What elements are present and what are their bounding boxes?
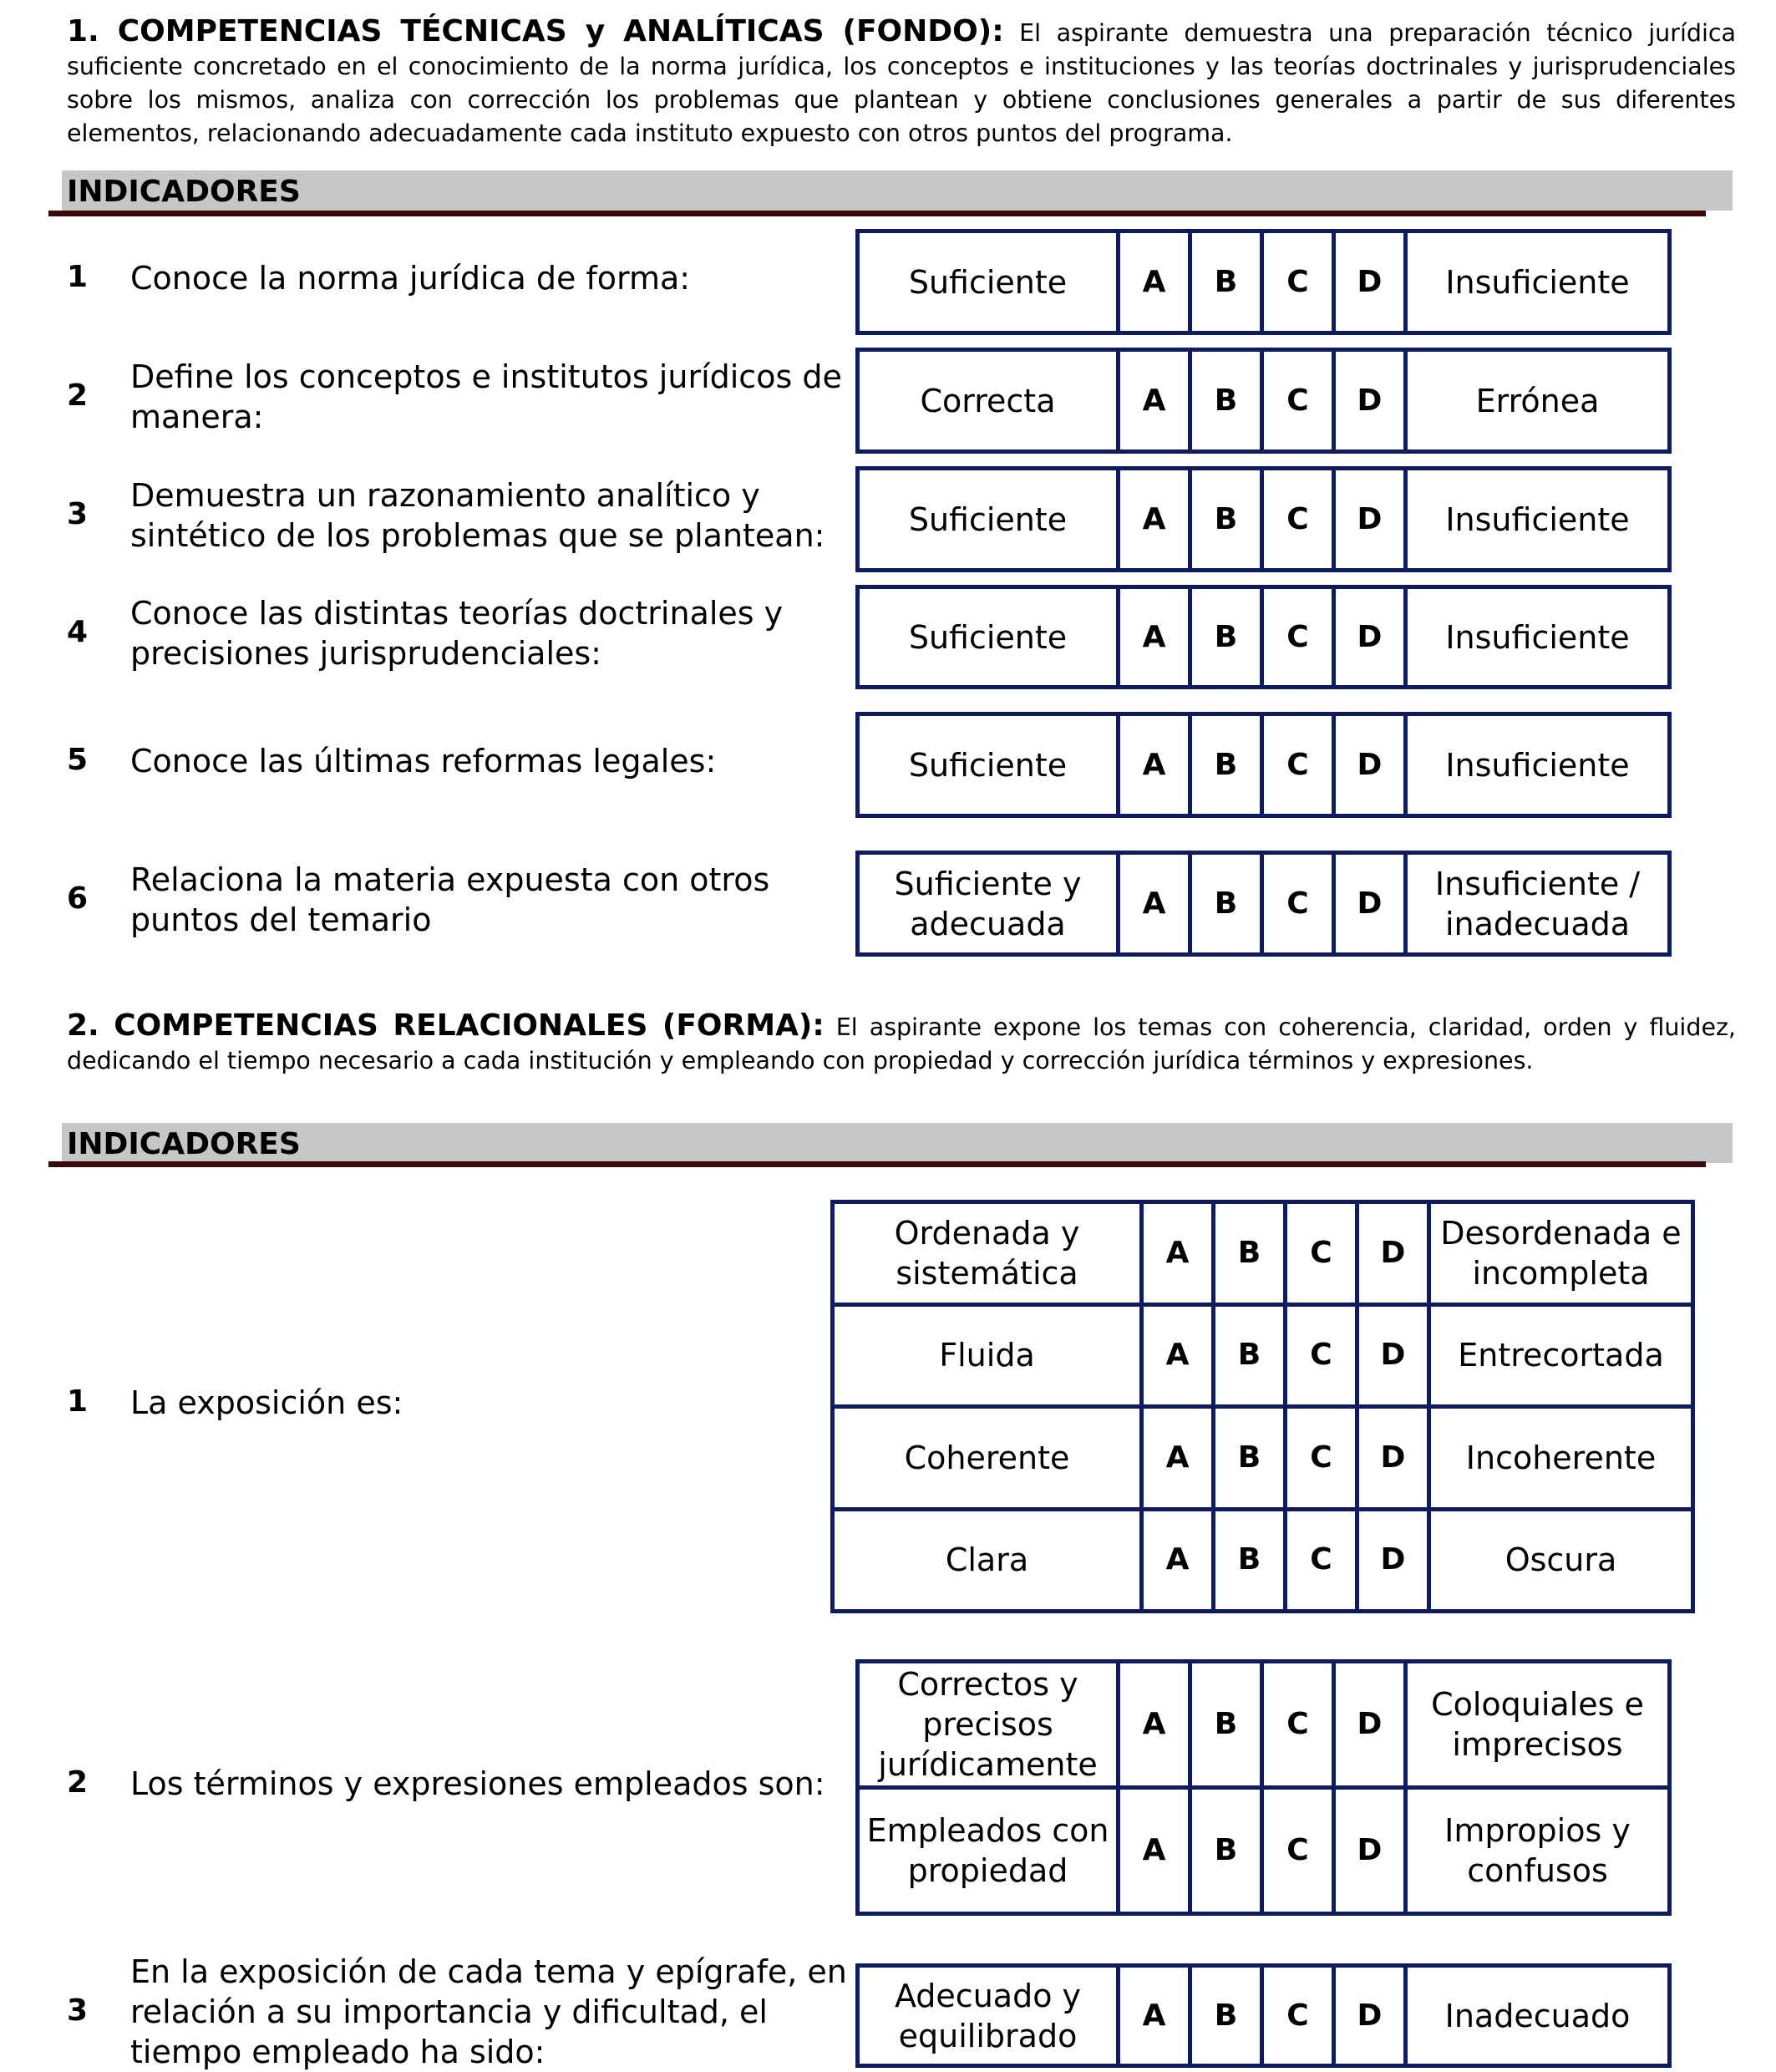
grade-option-b[interactable]: B <box>1190 1662 1262 1788</box>
negative-descriptor: Oscura <box>1429 1509 1693 1612</box>
grade-option-b[interactable]: B <box>1214 1202 1286 1305</box>
item-number: 5 <box>67 743 89 777</box>
grade-option-c[interactable]: C <box>1286 1304 1357 1407</box>
section1-heading: 1. COMPETENCIAS TÉCNICAS y ANALÍTICAS (FONDO): <box>67 14 1004 48</box>
grade-option-d[interactable]: D <box>1334 1662 1406 1788</box>
positive-descriptor: Suficiente <box>858 714 1119 816</box>
item-number: 2 <box>67 378 89 413</box>
indicators-label: INDICADORES <box>67 175 301 209</box>
grade-option-c[interactable]: C <box>1262 853 1334 955</box>
rating-row <box>833 1202 1693 1305</box>
item-question: Conoce las distintas teorías doctrinales y precisiones jurisprudenciales: <box>130 595 784 672</box>
grade-option-b[interactable]: B <box>1190 231 1262 333</box>
grade-option-a[interactable]: A <box>1119 587 1190 688</box>
negative-descriptor: Insuficiente <box>1406 714 1670 816</box>
section2-title <box>67 1009 1736 1078</box>
rating-row <box>833 1304 1693 1407</box>
positive-descriptor: Suficiente y adecuada <box>858 853 1119 955</box>
grade-option-a[interactable]: A <box>1142 1407 1214 1510</box>
positive-descriptor: Correcta <box>858 350 1119 452</box>
grade-option-c[interactable]: C <box>1262 350 1334 452</box>
grade-option-a[interactable]: A <box>1142 1304 1214 1407</box>
positive-descriptor: Suficiente <box>858 231 1119 333</box>
item-question: La exposición es: <box>130 1384 403 1421</box>
rating-row <box>858 469 1670 571</box>
positive-descriptor: Empleados con propiedad <box>858 1788 1119 1914</box>
grade-option-a[interactable]: A <box>1142 1509 1214 1612</box>
item-question: Conoce la norma jurídica de forma: <box>130 260 691 297</box>
negative-descriptor: Desordenada e incompleta <box>1429 1202 1693 1305</box>
item-number: 6 <box>67 881 89 916</box>
positive-descriptor: Fluida <box>833 1304 1142 1407</box>
grade-option-c[interactable]: C <box>1262 231 1334 333</box>
grade-option-a[interactable]: A <box>1119 853 1190 955</box>
rating-scale-table <box>855 712 1672 818</box>
item-question: Define los conceptos e institutos jurídicos de manera: <box>130 358 842 435</box>
grade-option-d[interactable]: D <box>1334 1966 1406 2066</box>
grade-option-a[interactable]: A <box>1119 231 1190 333</box>
negative-descriptor: Entrecortada <box>1429 1304 1693 1407</box>
grade-option-d[interactable]: D <box>1334 469 1406 571</box>
item-question: En la exposición de cada tema y epígrafe, en relación a su importancia y dificultad, el tiempo empleado ha sido: <box>130 1953 847 2070</box>
grade-option-b[interactable]: B <box>1190 469 1262 571</box>
indicators-label: INDICADORES <box>67 1127 301 1161</box>
positive-descriptor: Coherente <box>833 1407 1142 1510</box>
grade-option-a[interactable]: A <box>1119 1788 1190 1914</box>
grade-option-b[interactable]: B <box>1190 1966 1262 2066</box>
negative-descriptor: Insuficiente <box>1406 469 1670 571</box>
grade-option-b[interactable]: B <box>1190 714 1262 816</box>
grade-option-c[interactable]: C <box>1262 1788 1334 1914</box>
grade-option-c[interactable]: C <box>1262 714 1334 816</box>
positive-descriptor: Ordenada y sistemática <box>833 1202 1142 1305</box>
grade-option-a[interactable]: A <box>1119 714 1190 816</box>
negative-descriptor: Insuficiente / inadecuada <box>1406 853 1670 955</box>
grade-option-c[interactable]: C <box>1286 1509 1357 1612</box>
rating-scale-table <box>855 1659 1672 1916</box>
rating-row <box>833 1407 1693 1510</box>
positive-descriptor: Correctos y precisos jurídicamente <box>858 1662 1119 1788</box>
grade-option-a[interactable]: A <box>1119 469 1190 571</box>
grade-option-d[interactable]: D <box>1334 853 1406 955</box>
grade-option-a[interactable]: A <box>1119 1966 1190 2066</box>
rating-scale-table <box>855 851 1672 957</box>
section2-description: El aspirante expone los temas con coherencia, claridad, orden y fluidez, dedicando el tiempo necesario a cada institución y empleando con propiedad y corrección jurídica términos y expresiones. <box>67 1013 1736 1074</box>
grade-option-c[interactable]: C <box>1262 1662 1334 1788</box>
item-number: 3 <box>67 1993 89 2028</box>
rating-row <box>858 350 1670 452</box>
grade-option-d[interactable]: D <box>1334 231 1406 333</box>
positive-descriptor: Adecuado y equilibrado <box>858 1966 1119 2066</box>
grade-option-d[interactable]: D <box>1357 1304 1429 1407</box>
rating-scale-table <box>830 1200 1695 1613</box>
grade-option-b[interactable]: B <box>1214 1407 1286 1510</box>
section1-description: El aspirante demuestra una preparación técnico jurídica suficiente concretado en el conocimiento de la norma jurídica, los conceptos e instituciones y las teorías doctrinales y jurisprudenciales sobre los mismos, analiza con corrección los problemas que plantean y obtiene conclusiones generales a partir de sus diferentes elementos, relacionando adecuadamente cada instituto expuesto con otros puntos del programa. <box>67 19 1737 147</box>
grade-option-d[interactable]: D <box>1357 1509 1429 1612</box>
grade-option-c[interactable]: C <box>1262 1966 1334 2066</box>
grade-option-a[interactable]: A <box>1142 1202 1214 1305</box>
grade-option-a[interactable]: A <box>1119 1662 1190 1788</box>
rating-row <box>858 1662 1670 1788</box>
rating-scale-table <box>855 229 1672 335</box>
rating-scale-table <box>855 466 1672 572</box>
item-question: Conoce las últimas reformas legales: <box>130 743 717 780</box>
section2-indicators-bar <box>62 1123 1733 1163</box>
grade-option-c[interactable]: C <box>1286 1202 1357 1305</box>
rating-row <box>858 1966 1670 2066</box>
rating-row <box>858 714 1670 816</box>
grade-option-b[interactable]: B <box>1190 350 1262 452</box>
rating-row <box>833 1509 1693 1612</box>
rating-row <box>858 587 1670 688</box>
section1-title <box>67 15 1736 150</box>
grade-option-a[interactable]: A <box>1119 350 1190 452</box>
grade-option-b[interactable]: B <box>1190 853 1262 955</box>
negative-descriptor: Errónea <box>1406 350 1670 452</box>
item-number: 3 <box>67 497 89 531</box>
grade-option-c[interactable]: C <box>1262 587 1334 688</box>
negative-descriptor: Incoherente <box>1429 1407 1693 1510</box>
negative-descriptor: Coloquiales e imprecisos <box>1406 1662 1670 1788</box>
grade-option-d[interactable]: D <box>1334 714 1406 816</box>
section2-heading: 2. COMPETENCIAS RELACIONALES (FORMA): <box>67 1008 825 1043</box>
grade-option-b[interactable]: B <box>1214 1304 1286 1407</box>
rating-row <box>858 853 1670 955</box>
item-number: 2 <box>67 1765 89 1800</box>
rating-row <box>858 231 1670 333</box>
positive-descriptor: Clara <box>833 1509 1142 1612</box>
item-number: 4 <box>67 615 89 649</box>
rating-scale-table <box>855 585 1672 689</box>
negative-descriptor: Inadecuado <box>1406 1966 1670 2066</box>
grade-option-c[interactable]: C <box>1262 469 1334 571</box>
item-number: 1 <box>67 260 89 294</box>
grade-option-d[interactable]: D <box>1334 350 1406 452</box>
grade-option-b[interactable]: B <box>1190 1788 1262 1914</box>
positive-descriptor: Suficiente <box>858 587 1119 688</box>
grade-option-c[interactable]: C <box>1286 1407 1357 1510</box>
grade-option-d[interactable]: D <box>1334 1788 1406 1914</box>
item-question: Relaciona la materia expuesta con otros puntos del temario <box>130 861 770 938</box>
section1-indicators-bar <box>62 170 1733 211</box>
positive-descriptor: Suficiente <box>858 469 1119 571</box>
grade-option-b[interactable]: B <box>1214 1509 1286 1612</box>
grade-option-d[interactable]: D <box>1357 1202 1429 1305</box>
rating-row <box>858 1788 1670 1914</box>
item-question: Demuestra un razonamiento analítico y sintético de los problemas que se plantean: <box>130 477 825 554</box>
negative-descriptor: Insuficiente <box>1406 587 1670 688</box>
grade-option-b[interactable]: B <box>1190 587 1262 688</box>
rating-scale-table <box>855 1963 1672 2068</box>
item-number: 1 <box>67 1384 89 1419</box>
item-question: Los términos y expresiones empleados son: <box>130 1765 825 1802</box>
section1-indicators-rule <box>48 211 1706 216</box>
rating-scale-table <box>855 348 1672 454</box>
grade-option-d[interactable]: D <box>1357 1407 1429 1510</box>
section2-indicators-rule <box>48 1161 1706 1167</box>
negative-descriptor: Impropios y confusos <box>1406 1788 1670 1914</box>
grade-option-d[interactable]: D <box>1334 587 1406 688</box>
negative-descriptor: Insuficiente <box>1406 231 1670 333</box>
